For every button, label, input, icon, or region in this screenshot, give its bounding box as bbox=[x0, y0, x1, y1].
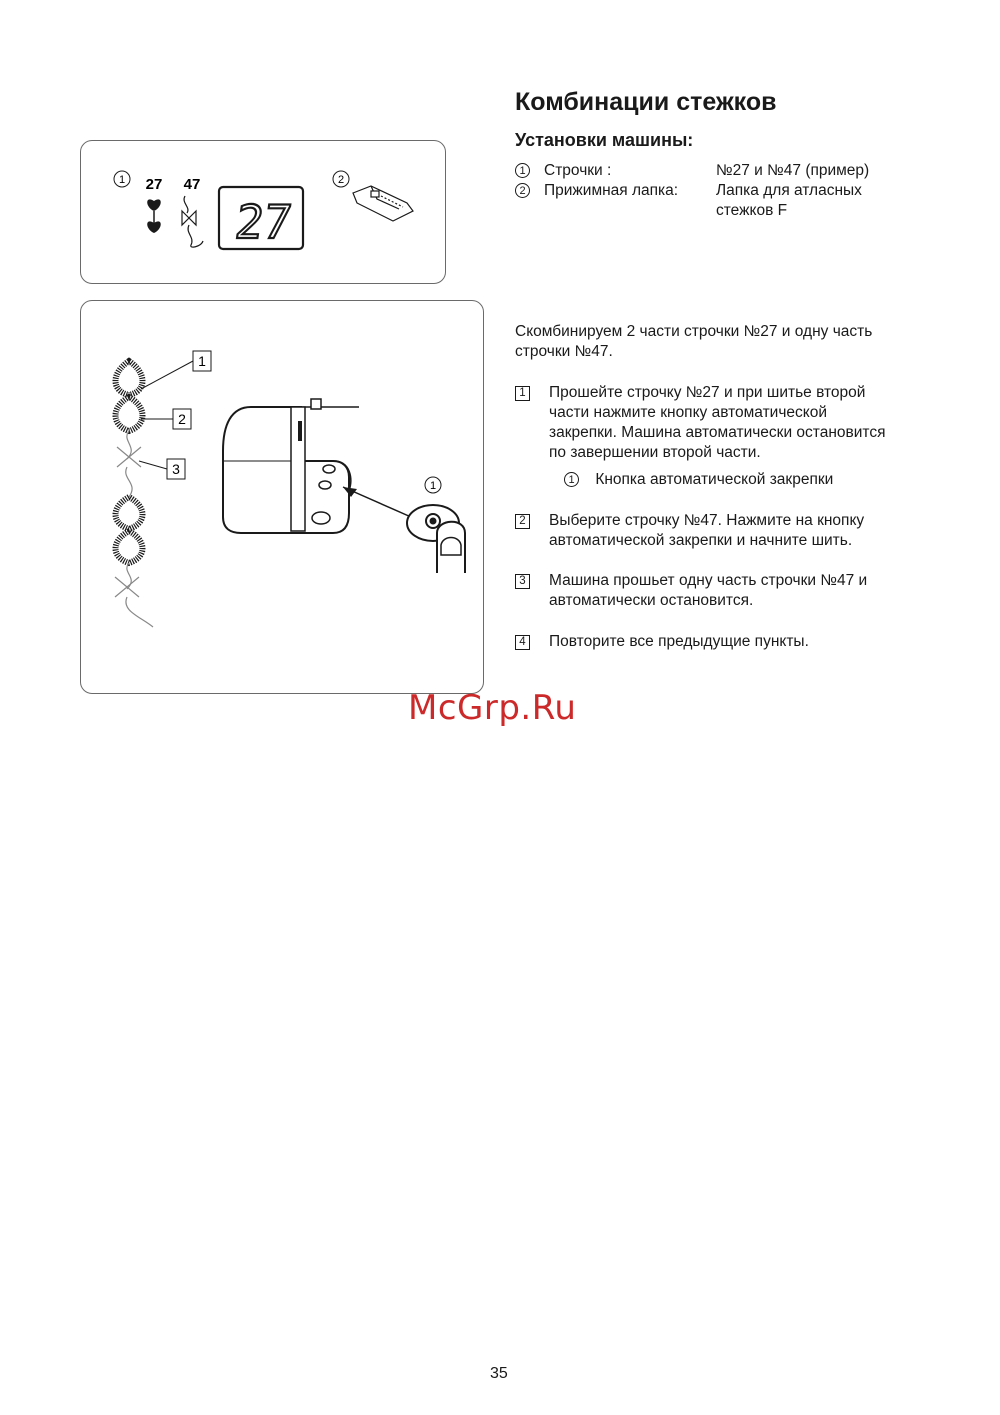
setting-label: Строчки : bbox=[544, 162, 612, 179]
step-1: 1 Прошейте строчку №27 и при шитье второй части нажмите кнопку автоматической закрепки. Машина автоматически остановится по завершении второй части. bbox=[515, 383, 945, 463]
step-marker: 3 bbox=[515, 574, 530, 589]
setting-presser-foot bbox=[515, 181, 530, 201]
settings-heading: Установки машины: bbox=[515, 130, 694, 150]
heart-stitch-icon bbox=[147, 199, 161, 233]
stitch-sample bbox=[115, 361, 153, 627]
watermark: McGrp.Ru bbox=[408, 688, 577, 728]
callout-number: 3 bbox=[172, 461, 180, 477]
callout-number: 1 bbox=[198, 353, 206, 369]
page-number: 35 bbox=[490, 1365, 508, 1382]
step-marker: 2 bbox=[515, 514, 530, 529]
figure-sewing-panel bbox=[80, 300, 484, 694]
marker-circle: 2 bbox=[515, 183, 530, 198]
callout-number: 1 bbox=[118, 174, 126, 186]
step-2: 2 Выберите строчку №47. Нажмите на кнопку автоматической закрепки и начните шить. bbox=[515, 511, 945, 551]
setting-value: стежков F bbox=[716, 202, 788, 219]
figure-settings-panel bbox=[80, 140, 446, 284]
pattern-number-a: 27 bbox=[145, 176, 163, 193]
pattern-number-b: 47 bbox=[183, 176, 201, 193]
setting-stitches bbox=[515, 161, 530, 181]
step-marker: 4 bbox=[515, 635, 530, 650]
setting-label: Прижимная лапка: bbox=[544, 182, 679, 199]
callout-number: 2 bbox=[178, 411, 186, 427]
sub-note: 1 Кнопка автоматической закрепки bbox=[564, 470, 833, 490]
intro-text: Скомбинируем 2 части строчки №27 и одну часть строчки №47. bbox=[515, 323, 873, 360]
figure-settings-svg bbox=[81, 141, 447, 285]
sewing-machine-head bbox=[223, 399, 359, 533]
callout-number: 1 bbox=[429, 480, 437, 492]
presser-foot-icon bbox=[353, 186, 413, 221]
step-4: 4 Повторите все предыдущие пункты. bbox=[515, 632, 945, 652]
setting-value: Лапка для атласных bbox=[716, 182, 862, 199]
finger-icon bbox=[437, 522, 465, 573]
butterfly-stitch-icon bbox=[182, 196, 203, 247]
marker-circle: 1 bbox=[515, 163, 530, 178]
callout-leader bbox=[141, 361, 193, 389]
callout-number: 2 bbox=[337, 174, 345, 186]
marker-circle: 1 bbox=[564, 472, 579, 487]
setting-value: №27 и №47 (пример) bbox=[716, 162, 870, 179]
callout-leader bbox=[139, 461, 167, 469]
step-marker: 1 bbox=[515, 386, 530, 401]
lcd-display-value: 27 bbox=[232, 195, 296, 249]
step-3: 3 Машина прошьет одну часть строчки №47 и автоматически остановится. bbox=[515, 571, 945, 611]
page-title: Комбинации стежков bbox=[515, 88, 777, 116]
figure-sewing-svg bbox=[81, 301, 485, 695]
